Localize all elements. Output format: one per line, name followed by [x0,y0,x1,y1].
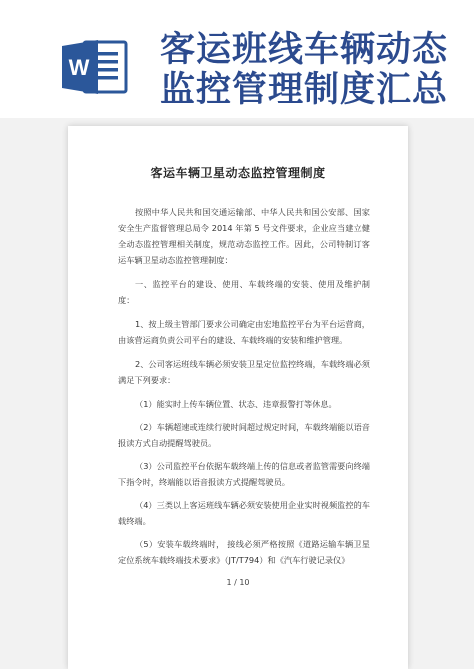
document-page [68,126,408,669]
paragraph-subitem-2: （2）车辆超速或连续行驶时间超过规定时间，车载终端能以语音报读方式自动提醒驾驶员。 [118,422,370,448]
banner-title-line-1: 客运班线车辆动态 [160,30,449,70]
banner-title-line-2: 监控管理制度汇总 [160,70,449,110]
paragraph-subitem-5: （5）安装车载终端时， 接线必须严格按照《道路运输车辆卫星定位系统车载终端技术要求》（JT/T794）和《汽车行驶记录仪》 [118,539,370,565]
paragraph-subitem-1: （1）能实时上传车辆位置、状态、违章报警打等休息。 [135,399,337,409]
paragraph-subitem-4: （4）三类以上客运班线车辆必须安装使用企业实时视频监控的车载终端。 [118,500,370,526]
banner-title [160,30,460,110]
banner-header [0,0,474,118]
paragraph-intro: 按照中华人民共和国交通运输部、中华人民共和国公安部、国家安全生产监督管理总局令 2014 年第 5 号文件要求，企业应当建立健全动态监控管理相关制度，规范动态监控工作。因此，公司特制订客运车辆卫星动态监控管理制度： [118,207,370,265]
page-number: 1 / 10 [226,578,250,587]
document-body [118,204,370,575]
paragraph-section-1: 一、监控平台的建设、使用、车载终端的安装、使用及维护制度： [118,279,370,305]
paragraph-item-1: 1、按上级主管部门要求公司确定由宏地监控平台为平台运营商，由该营运商负责公司平台的建设、车载终端的安装和维护管理。 [118,319,370,345]
paragraph-item-2: 2、公司客运班线车辆必须安装卫星定位监控终端，车载终端必须满足下列要求： [118,359,370,385]
document-heading: 客运车辆卫星动态监控管理制度 [150,166,326,180]
word-icon-letter: W [68,55,90,80]
word-document-icon [62,38,128,96]
paragraph-subitem-3: （3）公司监控平台依据车载终端上传的信息或者监管需要向终端下指令时，终端能以语音报读方式提醒驾驶员。 [118,461,370,487]
